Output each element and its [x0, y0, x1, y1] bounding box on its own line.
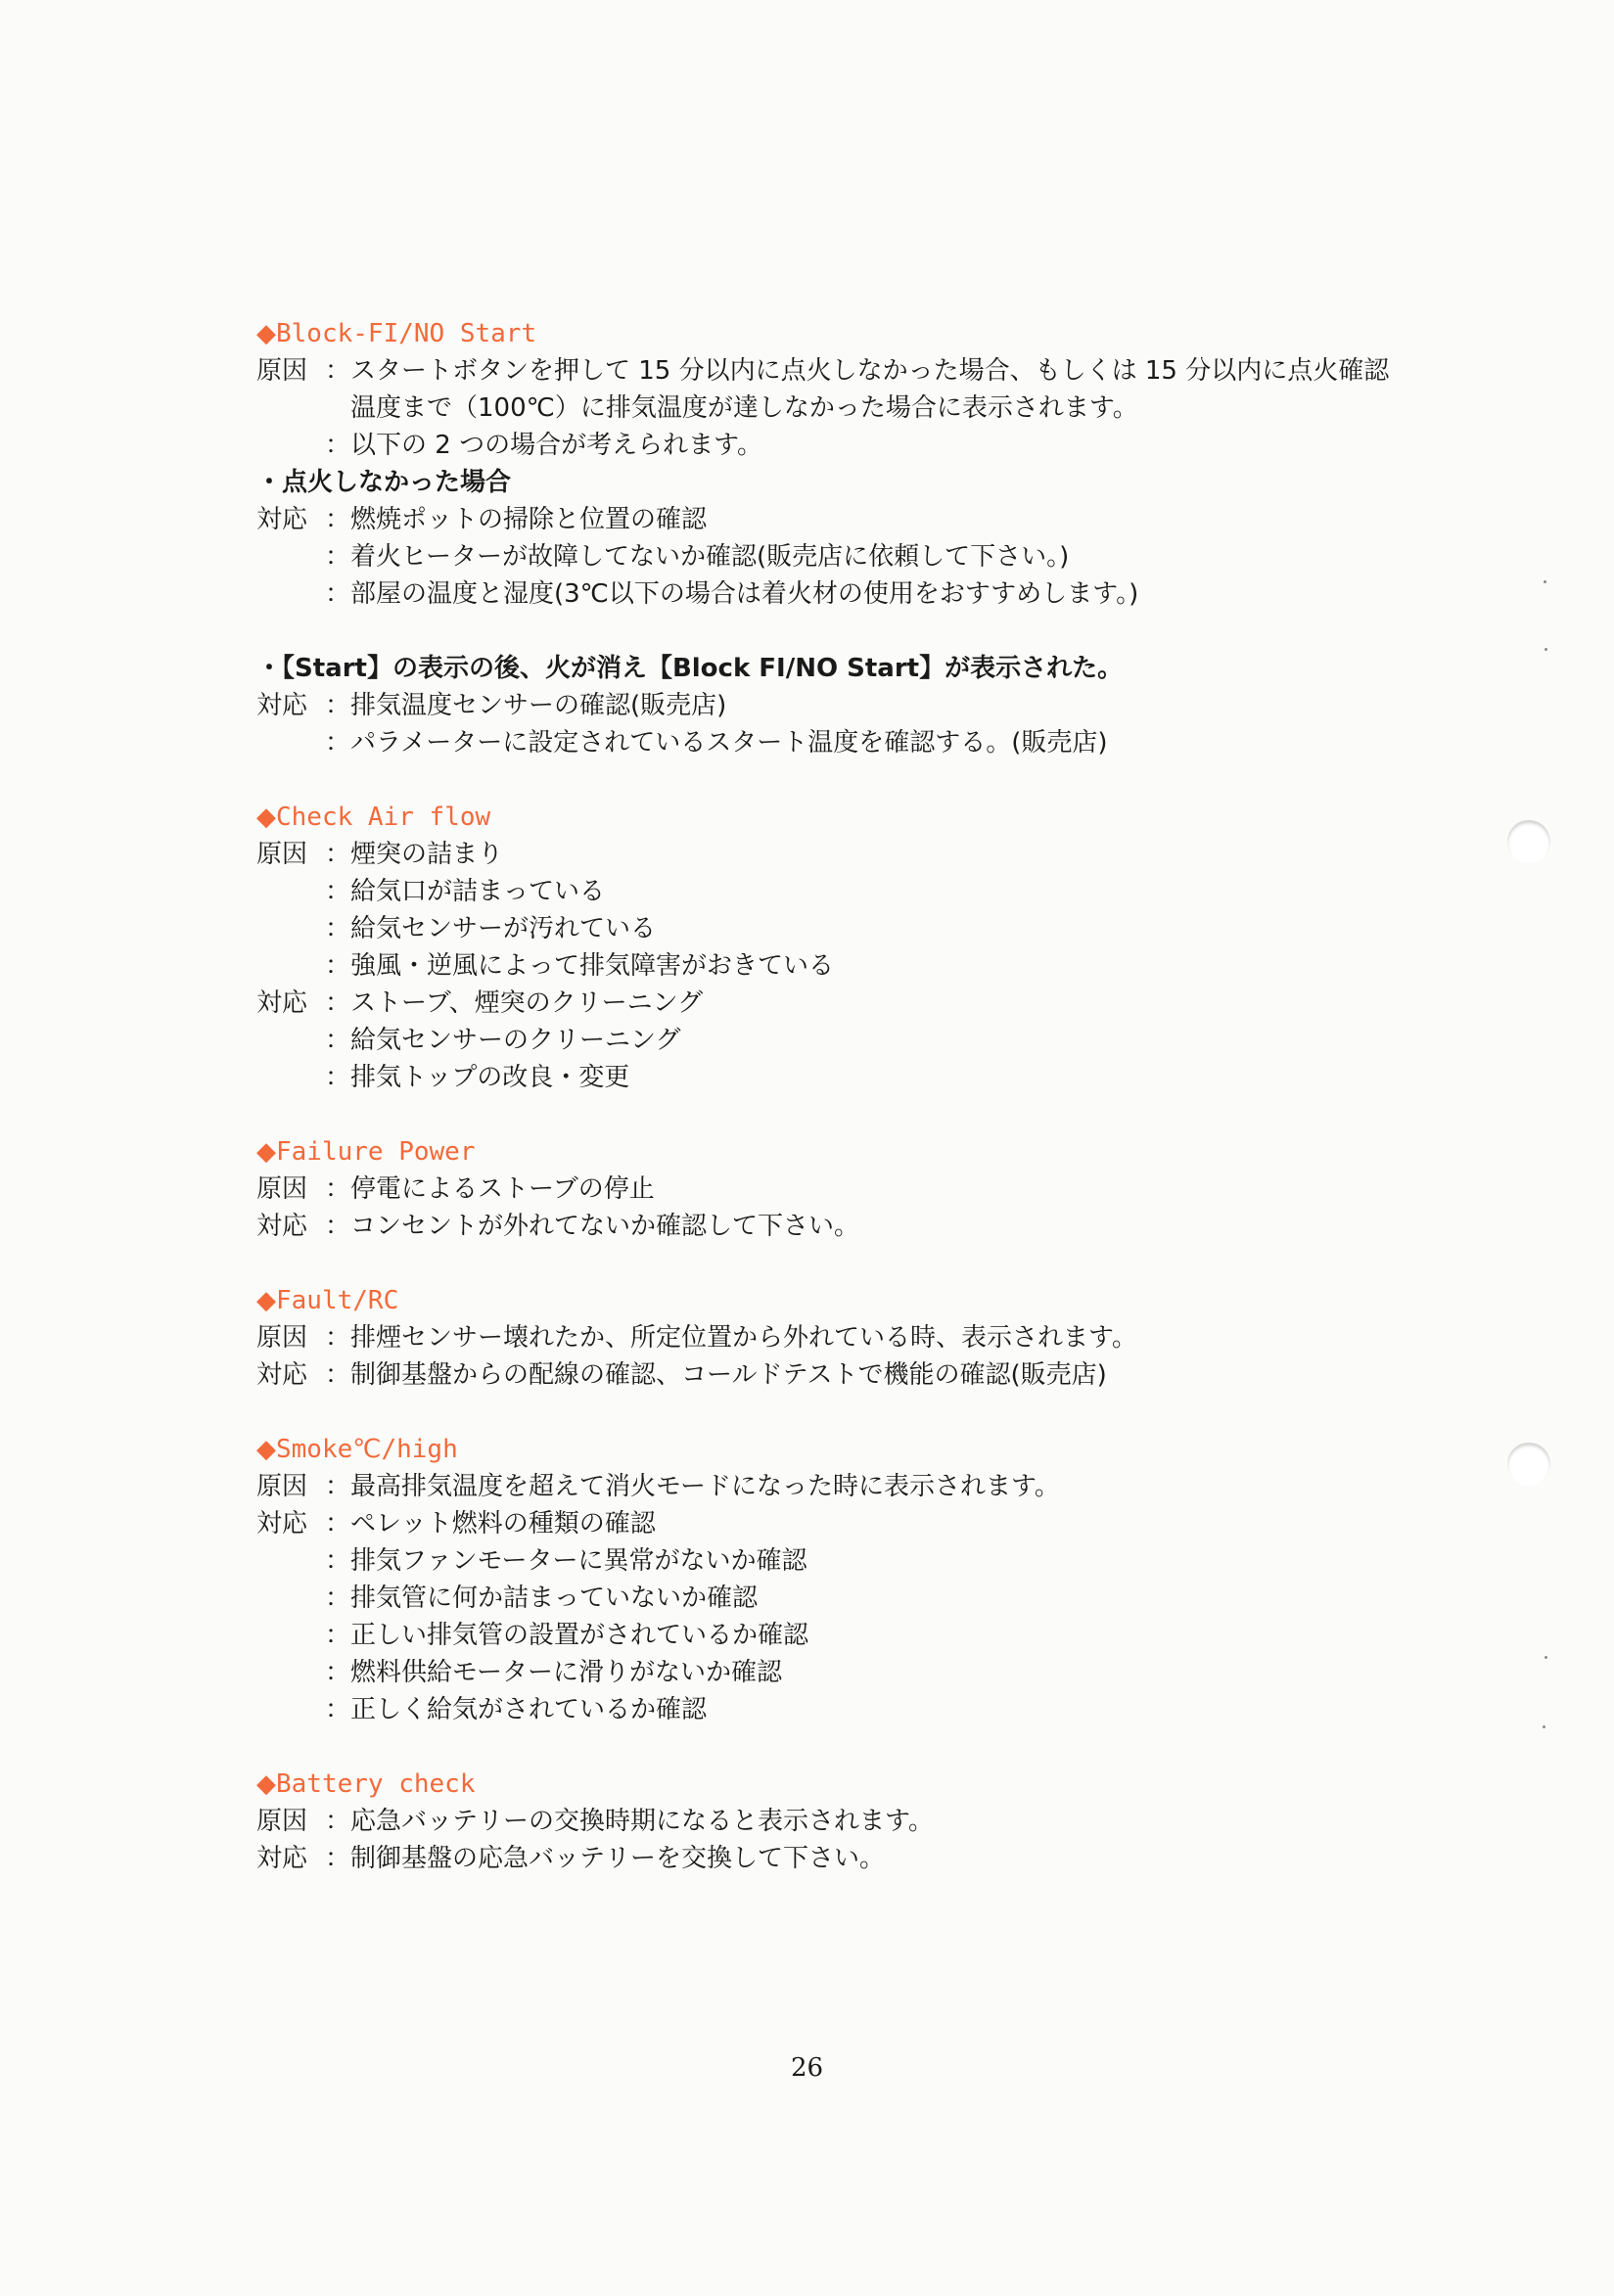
section-heading-text: Fault/RC: [276, 1286, 399, 1315]
item-row: [256, 947, 1392, 985]
item-text: 排気管に何か詰まっていないか確認: [350, 1584, 759, 1613]
item-colon: ：: [325, 1807, 351, 1836]
item-colon: ：: [325, 1063, 351, 1092]
item-row: [256, 1319, 1392, 1356]
scan-speck: [1545, 1656, 1547, 1659]
section-heading: [256, 1282, 1392, 1319]
item-text: 給気センサーのクリーニング: [350, 1026, 681, 1055]
section-heading-text: Smoke℃/high: [276, 1435, 458, 1464]
item-text: ペレット燃料の種類の確認: [350, 1509, 656, 1538]
item-text: 燃料供給モーターに滑りがないか確認: [350, 1658, 782, 1687]
item-label: 対応: [256, 1509, 308, 1538]
item-row: [256, 352, 1392, 427]
scan-speck: [1545, 648, 1547, 651]
item-row: [256, 1617, 1392, 1654]
diamond-bullet-icon: ◆: [256, 1435, 276, 1464]
item-colon: ：: [325, 728, 351, 758]
item-label: 対応: [256, 988, 308, 1018]
item-colon: ：: [325, 505, 351, 534]
item-row: [256, 501, 1392, 538]
item-row: [256, 910, 1392, 947]
item-row: [256, 1840, 1392, 1877]
diamond-bullet-icon: ◆: [256, 1286, 276, 1315]
item-label: [256, 538, 325, 575]
item-text: 給気センサーが汚れている: [350, 914, 657, 943]
item-label: 原因: [256, 840, 308, 869]
item-label: 対応: [256, 1844, 308, 1873]
item-row: [256, 836, 1392, 873]
item-row: [256, 1468, 1392, 1505]
item-label: [256, 1022, 325, 1059]
item-row: [256, 1208, 1392, 1245]
item-label: [256, 1542, 325, 1580]
item-row: [256, 1580, 1392, 1617]
item-colon: ：: [325, 1695, 351, 1724]
item-text: 燃焼ポットの掃除と位置の確認: [350, 505, 708, 534]
section-heading: [256, 315, 1392, 352]
item-text: 制御基盤の応急バッテリーを交換して下さい。: [350, 1844, 886, 1873]
item-row: [256, 1654, 1392, 1691]
spacer: [256, 613, 1392, 650]
item-label: [256, 1654, 325, 1691]
item-text: スタートボタンを押して 15 分以内に点火しなかった場合、もしくは 15 分以内に点火確認温度まで（100℃）に排気温度が達しなかった場合に表示されます。: [350, 356, 1390, 423]
item-text: 正しく給気がされているか確認: [350, 1695, 708, 1724]
item-colon: ：: [325, 1212, 351, 1241]
diamond-bullet-icon: ◆: [256, 1769, 276, 1799]
section-heading-text: Block-FI/NO Start: [276, 319, 537, 348]
item-text: 排気温度センサーの確認(販売店): [350, 691, 727, 720]
item-label: 対応: [256, 505, 308, 534]
section-heading: [256, 1133, 1392, 1171]
item-text: 応急バッテリーの交換時期になると表示されます。: [350, 1807, 934, 1836]
item-colon: ：: [325, 1026, 351, 1055]
item-colon: ：: [325, 1174, 351, 1204]
item-text: 着火ヒーターが故障してないか確認(販売店に依頼して下さい。): [350, 542, 1070, 572]
item-colon: ：: [325, 542, 351, 572]
section-heading-text: Check Air flow: [276, 803, 491, 832]
item-label: [256, 947, 325, 985]
case-heading: ・点火しなかった場合: [256, 468, 512, 497]
item-text: 最高排気温度を超えて消火モードになった時に表示されます。: [350, 1472, 1060, 1501]
item-colon: ：: [325, 431, 351, 460]
item-row: [256, 1059, 1392, 1096]
item-text: 煙突の詰まり: [350, 840, 504, 869]
item-colon: ：: [325, 951, 351, 981]
item-colon: ：: [325, 356, 351, 386]
item-row: [256, 538, 1392, 575]
item-row: [256, 575, 1392, 613]
item-colon: ：: [325, 1621, 351, 1650]
item-colon: ：: [325, 1472, 351, 1501]
item-row: [256, 1803, 1392, 1840]
item-colon: ：: [325, 1844, 351, 1873]
section-heading: [256, 799, 1392, 836]
page-number: 26: [790, 2053, 824, 2083]
item-colon: ：: [325, 691, 351, 720]
case-heading: ・【Start】の表示の後、火が消え【Block FI/NO Start】が表示された。: [256, 654, 1124, 683]
punch-hole: [1507, 1443, 1550, 1486]
item-colon: ：: [325, 877, 351, 906]
item-row: [256, 1542, 1392, 1580]
item-label: 原因: [256, 1807, 308, 1836]
item-colon: ：: [325, 1546, 351, 1576]
item-text: 部屋の温度と湿度(3℃以下の場合は着火材の使用をおすすめします。): [350, 579, 1139, 609]
item-colon: ：: [325, 914, 351, 943]
item-text: ストーブ、煙突のクリーニング: [350, 988, 704, 1018]
item-row: [256, 1691, 1392, 1728]
item-colon: ：: [325, 988, 351, 1018]
diamond-bullet-icon: ◆: [256, 319, 276, 348]
item-text: 制御基盤からの配線の確認、コールドテストで機能の確認(販売店): [350, 1360, 1107, 1390]
punch-hole: [1507, 820, 1550, 863]
item-text: コンセントが外れてないか確認して下さい。: [350, 1212, 860, 1241]
item-text: 停電によるストーブの停止: [350, 1174, 655, 1204]
item-colon: ：: [325, 1323, 351, 1353]
item-text: 排気トップの改良・変更: [350, 1063, 630, 1092]
scan-speck: [1544, 580, 1546, 583]
item-label: [256, 427, 325, 464]
item-label: [256, 724, 325, 761]
item-label: 対応: [256, 1360, 308, 1390]
item-text: 正しい排気管の設置がされているか確認: [350, 1621, 809, 1650]
item-text: 以下の 2 つの場合が考えられます。: [350, 431, 762, 460]
item-colon: ：: [325, 579, 351, 609]
item-row: [256, 427, 1392, 464]
item-label: [256, 1059, 325, 1096]
item-colon: ：: [325, 1658, 351, 1687]
item-label: 原因: [256, 1323, 308, 1353]
item-text: 強風・逆風によって排気障害がおきている: [350, 951, 835, 981]
item-label: 対応: [256, 1212, 308, 1241]
item-label: 原因: [256, 1174, 308, 1204]
item-label: [256, 1580, 325, 1617]
section-heading: [256, 1431, 1392, 1468]
item-label: [256, 575, 325, 613]
section-heading-text: Failure Power: [276, 1137, 476, 1167]
item-text: パラメーターに設定されているスタート温度を確認する。(販売店): [350, 728, 1108, 758]
item-row: [256, 1356, 1392, 1394]
item-label: 原因: [256, 1472, 308, 1501]
diamond-bullet-icon: ◆: [256, 1137, 276, 1167]
item-row: [256, 985, 1392, 1022]
item-row: [256, 873, 1392, 910]
item-colon: ：: [325, 1360, 351, 1390]
section-heading: [256, 1766, 1392, 1803]
item-row: [256, 687, 1392, 724]
item-row: [256, 1171, 1392, 1208]
item-text: 排煙センサー壊れたか、所定位置から外れている時、表示されます。: [350, 1323, 1137, 1353]
item-label: [256, 910, 325, 947]
item-label: [256, 1691, 325, 1728]
item-text: 排気ファンモーターに異常がないか確認: [350, 1546, 807, 1576]
item-label: 原因: [256, 356, 308, 386]
item-row: [256, 724, 1392, 761]
diamond-bullet-icon: ◆: [256, 803, 276, 832]
scan-speck: [1543, 1725, 1545, 1728]
item-colon: ：: [325, 840, 351, 869]
item-row: [256, 1505, 1392, 1542]
item-row: [256, 1022, 1392, 1059]
item-colon: ：: [325, 1509, 351, 1538]
item-label: [256, 873, 325, 910]
item-colon: ：: [325, 1584, 351, 1613]
item-text: 給気口が詰まっている: [350, 877, 606, 906]
troubleshooting-list: [256, 315, 1392, 1877]
item-label: 対応: [256, 691, 308, 720]
item-label: [256, 1617, 325, 1654]
section-heading-text: Battery check: [276, 1769, 476, 1799]
